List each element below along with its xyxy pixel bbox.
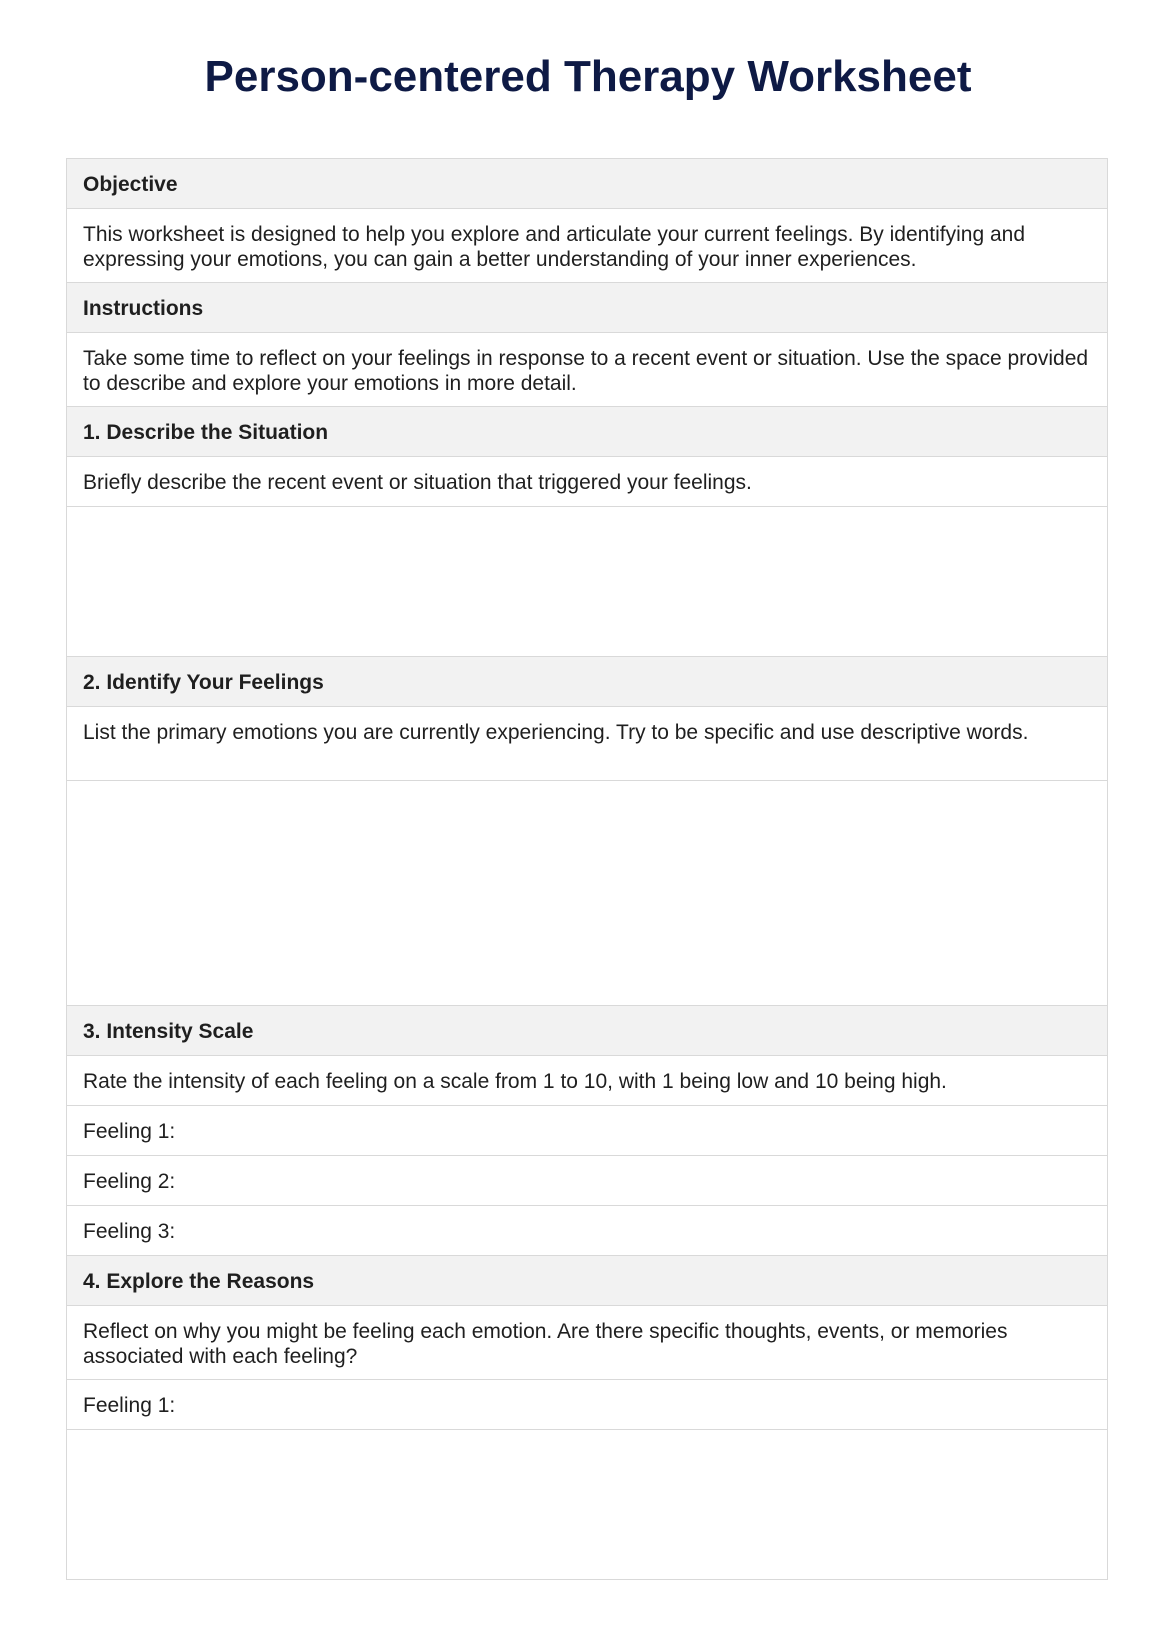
reasons-answer-area[interactable] (67, 1430, 1107, 1579)
worksheet-table (66, 158, 1108, 1580)
feelings-heading: 2. Identify Your Feelings (67, 657, 1107, 707)
feelings-answer-area[interactable] (67, 781, 1107, 1006)
feelings-text: List the primary emotions you are currently experiencing. Try to be specific and use descriptive words. (67, 707, 1107, 781)
situation-heading: 1. Describe the Situation (67, 407, 1107, 457)
objective-heading: Objective (67, 159, 1107, 209)
intensity-feeling-1[interactable]: Feeling 1: (67, 1106, 1107, 1156)
situation-answer-area[interactable] (67, 507, 1107, 657)
intensity-feeling-2[interactable]: Feeling 2: (67, 1156, 1107, 1206)
situation-text: Briefly describe the recent event or situation that triggered your feelings. (67, 457, 1107, 507)
reasons-text: Reflect on why you might be feeling each emotion. Are there specific thoughts, events, or memories associated with each feeling? (67, 1306, 1107, 1380)
intensity-heading: 3. Intensity Scale (67, 1006, 1107, 1056)
objective-text: This worksheet is designed to help you explore and articulate your current feelings. By identifying and expressing your emotions, you can gain a better understanding of your inner experiences. (67, 209, 1107, 283)
reasons-heading: 4. Explore the Reasons (67, 1256, 1107, 1306)
instructions-text: Take some time to reflect on your feelings in response to a recent event or situation. Use the space provided to describe and explore your emotions in more detail. (67, 333, 1107, 407)
instructions-heading: Instructions (67, 283, 1107, 333)
intensity-text: Rate the intensity of each feeling on a scale from 1 to 10, with 1 being low and 10 being high. (67, 1056, 1107, 1106)
page-title: Person-centered Therapy Worksheet (204, 52, 972, 101)
reasons-feeling-1: Feeling 1: (67, 1380, 1107, 1430)
intensity-feeling-3[interactable]: Feeling 3: (67, 1206, 1107, 1256)
